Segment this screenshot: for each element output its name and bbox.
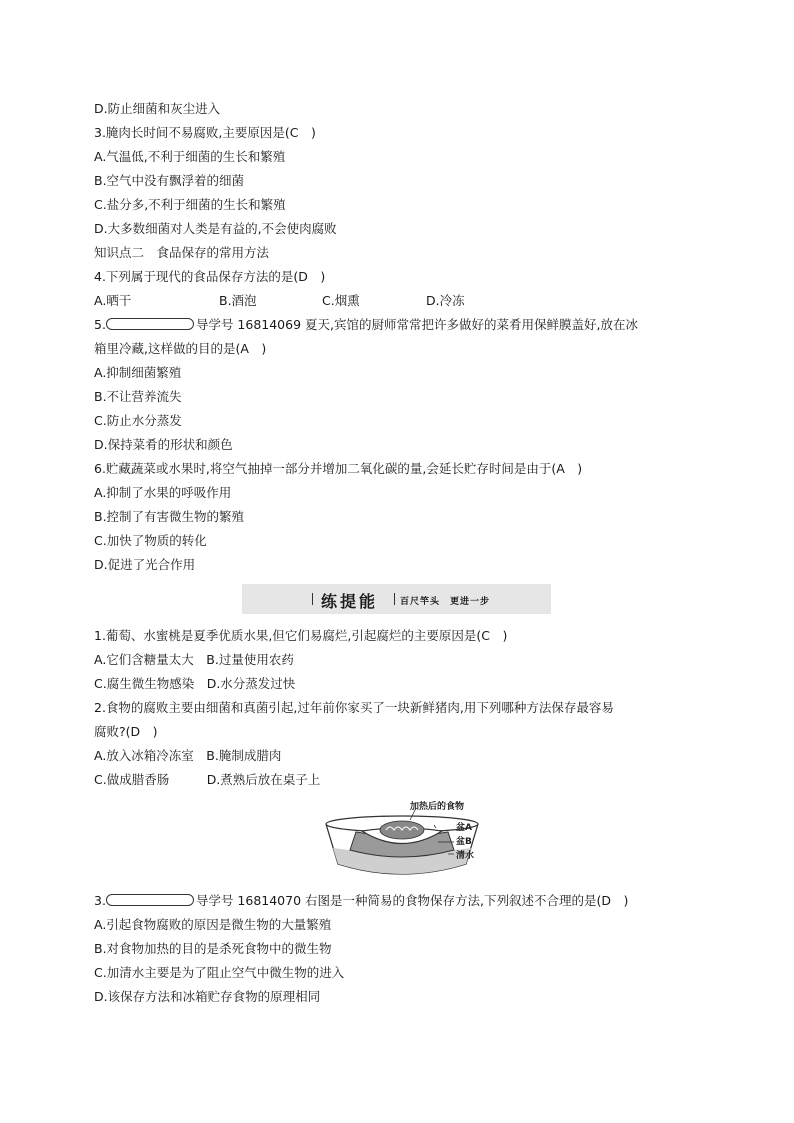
- q6-option-b: B.控制了有害微生物的繁殖: [94, 509, 245, 524]
- q4-option-b: B.酒泡: [219, 293, 257, 308]
- q3-option-b: B.空气中没有飘浮着的细菌: [94, 173, 245, 188]
- q3-option-d: D.大多数细菌对人类是有益的,不会使肉腐败: [94, 221, 337, 236]
- q2-option-d: D.防止细菌和灰尘进入: [94, 101, 221, 116]
- p2-stem-line2: 腐败?(D ): [94, 724, 158, 739]
- p3-stem: [94, 893, 628, 909]
- q5-option-c: C.防止水分蒸发: [94, 413, 182, 428]
- q6-stem: 6.贮藏蔬菜或水果时,将空气抽掉一部分并增加二氧化碳的量,会延长贮存时间是由于(A ): [94, 461, 583, 476]
- p2-options-cd: C.做成腊香肠 D.煮熟后放在桌子上: [94, 772, 321, 787]
- q5-option-a: A.抑制细菌繁殖: [94, 365, 182, 380]
- label-basin-a: 盆A: [456, 823, 472, 833]
- p3-option-c: C.加清水主要是为了阻止空气中微生物的进入: [94, 965, 345, 980]
- banner-divider-left: [312, 593, 313, 605]
- banner-title: 练提能: [321, 592, 379, 611]
- p3-option-a: A.引起食物腐败的原因是微生物的大量繁殖: [94, 917, 332, 932]
- q4-option-a: A.晒干: [94, 293, 132, 308]
- p3-text: 导学号 16814070 右图是一种简易的食物保存方法,下列叙述不合理的是(D ): [195, 893, 629, 908]
- q4-option-d: D.冷冻: [426, 293, 465, 308]
- q3-option-a: A.气温低,不利于细菌的生长和繁殖: [94, 149, 286, 164]
- label-heated-food: 加热后的食物: [410, 802, 465, 812]
- food-preservation-figure: [318, 798, 488, 884]
- p3-option-d: D.该保存方法和冰箱贮存食物的原理相同: [94, 989, 321, 1004]
- label-basin-b: 盆B: [456, 837, 472, 847]
- label-water: 清水: [456, 851, 475, 861]
- q4-option-c: C.烟熏: [322, 293, 360, 308]
- p2-stem-line1: 2.食物的腐败主要由细菌和真菌引起,过年前你家买了一块新鲜猪肉,用下列哪种方法保存最容易: [94, 700, 614, 715]
- p2-options-ab: A.放入冰箱冷冻室 B.腌制成腊肉: [94, 748, 282, 763]
- q3-stem: 3.腌肉长时间不易腐败,主要原因是(C ): [94, 125, 316, 140]
- q4-stem: 4.下列属于现代的食品保存方法的是(D ): [94, 269, 326, 284]
- q6-option-c: C.加快了物质的转化: [94, 533, 207, 548]
- q6-option-a: A.抑制了水果的呼吸作用: [94, 485, 232, 500]
- p1-options-ab: A.它们含糖量太大 B.过量使用农药: [94, 652, 294, 667]
- q5-number: 5.: [94, 317, 106, 332]
- q5-option-d: D.保持菜肴的形状和颜色: [94, 437, 233, 452]
- q5-stem-line2: 箱里冷藏,这样做的目的是(A ): [94, 341, 267, 356]
- guide-number-box: [106, 894, 194, 906]
- q6-option-d: D.促进了光合作用: [94, 557, 196, 572]
- p3-number: 3.: [94, 893, 106, 908]
- banner-divider-right: [394, 593, 395, 605]
- banner-subtitle: 百尺竿头 更进一步: [400, 597, 491, 607]
- section-heading-knowledge-2: 知识点二 食品保存的常用方法: [94, 245, 270, 260]
- q5-option-b: B.不让营养流失: [94, 389, 182, 404]
- q3-option-c: C.盐分多,不利于细菌的生长和繁殖: [94, 197, 286, 212]
- p3-option-b: B.对食物加热的目的是杀死食物中的微生物: [94, 941, 332, 956]
- guide-number-box: [106, 318, 194, 330]
- section-banner: [242, 584, 551, 614]
- p1-stem: 1.葡萄、水蜜桃是夏季优质水果,但它们易腐烂,引起腐烂的主要原因是(C ): [94, 628, 508, 643]
- q5-stem-line1: [94, 317, 638, 333]
- q5-text: 导学号 16814069 夏天,宾馆的厨师常常把许多做好的菜肴用保鲜膜盖好,放在冰: [195, 317, 638, 332]
- p1-options-cd: C.腐生微生物感染 D.水分蒸发过快: [94, 676, 296, 691]
